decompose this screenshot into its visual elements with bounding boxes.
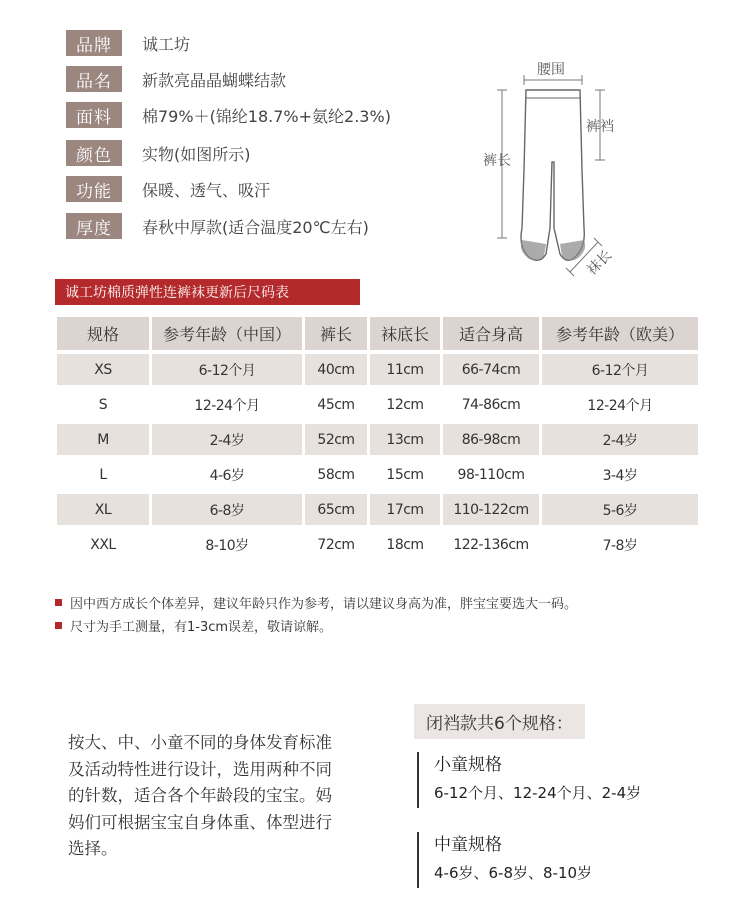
table-cell: 110-122cm bbox=[443, 494, 539, 525]
table-cell: 74-86cm bbox=[461, 396, 521, 413]
attribute-value: 诚工坊 bbox=[142, 34, 191, 54]
size-chart-title: 诚工坊棉质弹性连裤袜更新后尺码表 bbox=[55, 279, 360, 305]
table-cell: 2-4岁 bbox=[152, 424, 302, 455]
spec-group-small bbox=[417, 752, 641, 808]
table-cell: S bbox=[98, 396, 108, 413]
attribute-row-product-name bbox=[66, 66, 286, 92]
table-cell: 12-24个月 bbox=[194, 397, 260, 414]
table-row bbox=[57, 424, 698, 455]
attribute-label: 品牌 bbox=[66, 30, 122, 56]
spec-group-name: 小童规格 bbox=[434, 755, 502, 775]
table-header: 参考年龄（中国） bbox=[152, 317, 302, 350]
spec-title: 闭裆款共6个规格： bbox=[414, 704, 585, 739]
table-header: 适合身高 bbox=[443, 317, 539, 350]
attribute-value: 保暖、透气、吸汗 bbox=[142, 180, 271, 200]
attribute-label: 厚度 bbox=[66, 213, 122, 239]
waist-label: 腰围 bbox=[537, 62, 565, 78]
crotch-label: 裤裆 bbox=[586, 119, 614, 135]
table-cell: 3-4岁 bbox=[602, 467, 638, 484]
table-cell: 98-110cm bbox=[457, 466, 525, 483]
tights-outline-icon bbox=[470, 50, 650, 290]
attribute-row-brand bbox=[66, 30, 190, 56]
note-item bbox=[55, 616, 332, 635]
table-cell: 12cm bbox=[386, 396, 424, 413]
attribute-value: 实物(如图所示) bbox=[142, 144, 251, 164]
table-row bbox=[57, 459, 698, 490]
attribute-label: 品名 bbox=[66, 66, 122, 92]
table-cell: 6-12个月 bbox=[542, 354, 698, 385]
note-text: 尺寸为手工测量，有1-3cm误差，敬请谅解。 bbox=[70, 620, 333, 635]
table-cell: M bbox=[57, 424, 149, 455]
table-row bbox=[57, 529, 698, 560]
attribute-row-function bbox=[66, 176, 270, 202]
table-row bbox=[57, 494, 698, 525]
table-cell: 18cm bbox=[386, 536, 424, 553]
size-table bbox=[54, 313, 701, 564]
note-text: 因中西方成长个体差异，建议年龄只作为参考，请以建议身高为准，胖宝宝要选大一码。 bbox=[70, 597, 578, 612]
spec-group-values: 4-6岁、6-8岁、8-10岁 bbox=[434, 864, 593, 882]
attribute-row-thickness bbox=[66, 213, 369, 239]
table-row bbox=[57, 389, 698, 420]
attribute-row-color bbox=[66, 140, 251, 166]
pants-length-label: 裤长 bbox=[483, 153, 511, 169]
table-cell: 5-6岁 bbox=[542, 494, 698, 525]
spec-group-medium bbox=[417, 832, 592, 888]
table-cell: 8-10岁 bbox=[205, 537, 249, 554]
attribute-label: 功能 bbox=[66, 176, 122, 202]
table-row bbox=[57, 354, 698, 385]
table-cell: 65cm bbox=[305, 494, 367, 525]
table-header: 参考年龄（欧美） bbox=[542, 317, 698, 350]
table-cell: XS bbox=[57, 354, 149, 385]
table-cell: 52cm bbox=[305, 424, 367, 455]
table-cell: 86-98cm bbox=[443, 424, 539, 455]
square-bullet-icon bbox=[55, 622, 62, 629]
table-header: 规格 bbox=[57, 317, 149, 350]
table-cell: 4-6岁 bbox=[209, 467, 245, 484]
table-cell: 13cm bbox=[370, 424, 440, 455]
table-cell: L bbox=[99, 466, 107, 483]
table-cell: 12-24个月 bbox=[587, 397, 653, 414]
attribute-value: 棉79%＋(锦纶18.7%+氨纶2.3%) bbox=[142, 106, 391, 126]
tights-diagram bbox=[470, 50, 650, 290]
table-cell: XL bbox=[57, 494, 149, 525]
design-description: 按大、中、小童不同的身体发育标准及活动特性进行设计，选用两种不同的针数，适合各个年龄段的宝宝。妈妈们可根据宝宝自身体重、体型进行选择。 bbox=[68, 733, 332, 858]
table-header: 袜底长 bbox=[370, 317, 440, 350]
attribute-value: 新款亮晶晶蝴蝶结款 bbox=[142, 70, 287, 90]
attribute-label: 颜色 bbox=[66, 140, 122, 166]
attribute-row-fabric bbox=[66, 102, 391, 128]
table-header: 裤长 bbox=[305, 317, 367, 350]
sock-length-label: 袜长 bbox=[584, 247, 616, 279]
table-cell: 6-8岁 bbox=[152, 494, 302, 525]
table-cell: XXL bbox=[90, 536, 116, 553]
table-cell: 6-12个月 bbox=[152, 354, 302, 385]
table-cell: 15cm bbox=[386, 466, 424, 483]
table-header-row bbox=[57, 317, 698, 350]
attribute-label: 面料 bbox=[66, 102, 122, 128]
square-bullet-icon bbox=[55, 599, 62, 606]
table-cell: 66-74cm bbox=[443, 354, 539, 385]
table-cell: 11cm bbox=[370, 354, 440, 385]
table-cell: 7-8岁 bbox=[602, 537, 638, 554]
table-cell: 40cm bbox=[305, 354, 367, 385]
table-cell: 2-4岁 bbox=[542, 424, 698, 455]
table-cell: 17cm bbox=[370, 494, 440, 525]
table-cell: 58cm bbox=[317, 466, 355, 483]
attribute-value: 春秋中厚款(适合温度20℃左右) bbox=[142, 217, 369, 237]
table-cell: 122-136cm bbox=[453, 536, 529, 553]
spec-group-values: 6-12个月、12-24个月、2-4岁 bbox=[434, 784, 642, 802]
spec-group-name: 中童规格 bbox=[434, 835, 502, 855]
note-item bbox=[55, 593, 577, 612]
table-cell: 45cm bbox=[317, 396, 355, 413]
table-cell: 72cm bbox=[317, 536, 355, 553]
